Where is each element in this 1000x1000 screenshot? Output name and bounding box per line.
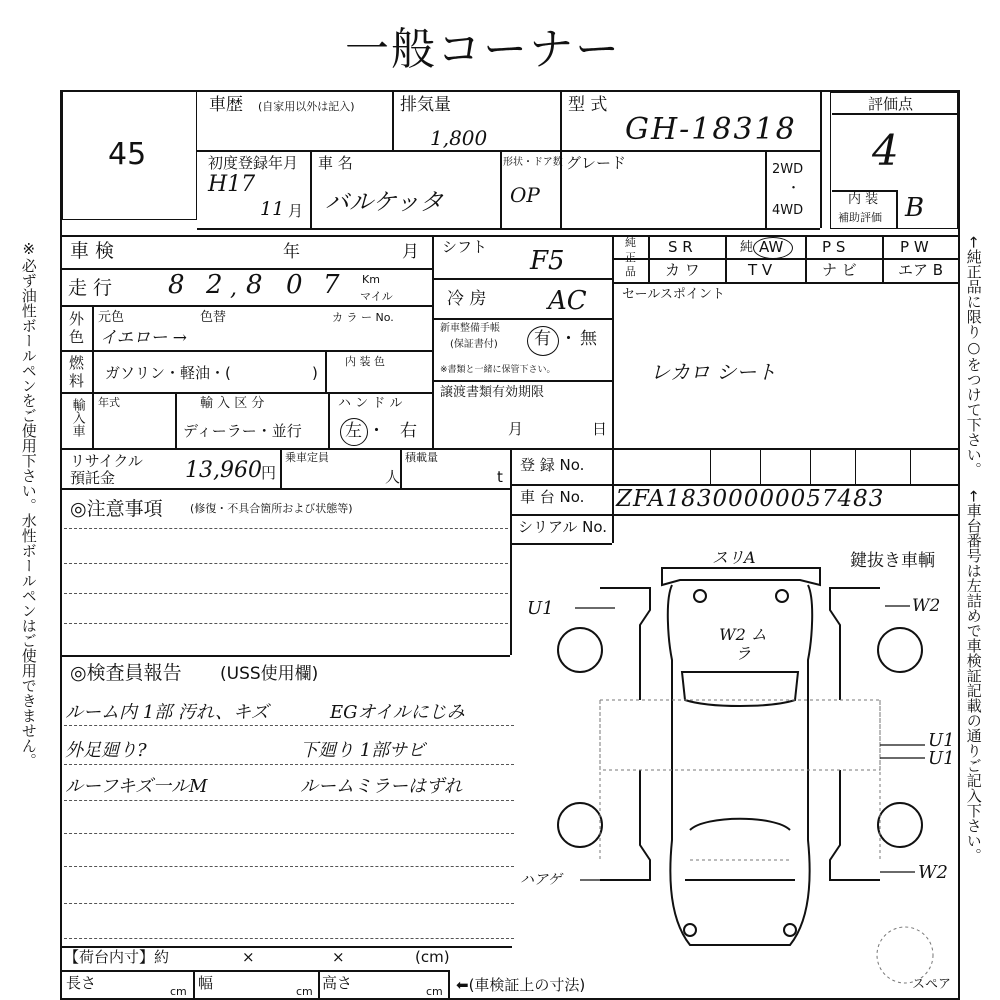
maintenance-sep: ・ xyxy=(560,329,577,349)
fuel-label-2: 料 xyxy=(69,372,85,390)
drive-dot: ・ xyxy=(787,181,801,196)
handle-right: 右 xyxy=(400,421,417,441)
inspector-title: ◎検査員報告 xyxy=(70,662,182,684)
car-name-label: 車 名 xyxy=(318,154,353,172)
ac-label: 冷 房 xyxy=(447,289,487,309)
mileage-digit: 0 xyxy=(286,270,303,300)
grade-label: グレード xyxy=(566,154,627,172)
maintenance-label: 新車整備手帳 xyxy=(440,323,500,334)
load-unit: t xyxy=(497,468,503,486)
grade-eval-value: 4 xyxy=(872,126,899,175)
inspector-note: 外足廻り? xyxy=(65,740,147,761)
cargo-note: ⬅(車検証上の寸法) xyxy=(456,976,586,994)
option-airbag: エア B xyxy=(898,261,944,279)
maintenance-yes: 有 xyxy=(534,329,551,349)
handle-left: 左 xyxy=(345,421,362,441)
mile-label: マイル xyxy=(360,290,393,303)
model-label: 型 式 xyxy=(568,95,608,115)
shaken-label: 車 検 xyxy=(70,240,115,262)
page-title: 一般コーナー xyxy=(345,24,621,75)
shift-value: F5 xyxy=(530,246,565,276)
interior-eval-value: B xyxy=(905,193,925,223)
exterior-label-1: 外 xyxy=(69,310,85,328)
caution-title: ◎注意事項 xyxy=(70,498,163,520)
mileage-digit: 7 xyxy=(323,270,340,300)
first-registration-label: 初度登録年月 xyxy=(208,154,299,172)
shape-doors-label: 形状・ドア数 xyxy=(503,157,563,168)
option-navi: ナ ビ xyxy=(822,261,857,279)
damage-mark: W2 xyxy=(912,596,941,616)
interior-color-label: 内 装 色 xyxy=(345,355,385,368)
cargo-width-label: 幅 xyxy=(198,974,214,992)
shaken-month-unit: 月 xyxy=(402,242,419,262)
key-vehicle-label: 鍵抜き車輌 xyxy=(850,551,935,571)
displacement-value: 1,800 xyxy=(430,126,488,150)
genuine-label-2: 正 xyxy=(625,251,636,264)
grade-eval-label: 評価点 xyxy=(868,95,914,113)
mileage-digit: 8 xyxy=(168,270,185,300)
cargo-x1: × xyxy=(242,948,255,966)
cargo-width-cm: cm xyxy=(296,985,313,998)
cargo-length-cm: cm xyxy=(170,985,187,998)
option-sr: S R xyxy=(668,238,693,256)
interior-eval-sublabel: 補助評価 xyxy=(838,211,882,224)
option-aw: AW xyxy=(759,238,784,256)
fuel-options: ガソリン・軽油・( xyxy=(105,364,231,382)
doc-day: 日 xyxy=(592,420,608,438)
damage-mark: U1 xyxy=(928,748,955,769)
fuel-paren-close: ) xyxy=(312,364,318,382)
genuine-label: 純 xyxy=(625,236,636,249)
mileage-label: 走 行 xyxy=(68,277,113,299)
cargo-height-cm: cm xyxy=(426,985,443,998)
inspector-note: ルーム内 1部 汚れ、キズ xyxy=(65,702,269,723)
displacement-label: 排気量 xyxy=(400,95,451,115)
damage-mark: W2 xyxy=(918,862,948,883)
km-label: Km xyxy=(362,273,380,286)
drive-4wd: 4WD xyxy=(772,203,804,218)
interior-eval-label: 内 装 xyxy=(848,192,879,207)
handle-sep: ・ xyxy=(368,421,385,441)
mileage-digit: 2 xyxy=(206,270,223,300)
doc-deadline-label: 譲渡書類有効期限 xyxy=(440,385,545,400)
exterior-label-2: 色 xyxy=(69,328,85,346)
mileage-comma: , xyxy=(230,276,237,301)
mileage-digits xyxy=(158,272,358,302)
inspector-subtitle: (USS使用欄) xyxy=(220,664,319,684)
inspector-note: ルーフキズ一ルM xyxy=(65,776,208,797)
first-registration-year: H17 xyxy=(208,172,256,197)
spare-label: スペア xyxy=(912,977,952,992)
inspector-note: EGオイルにじみ xyxy=(330,702,465,723)
option-aw-prefix: 純 xyxy=(740,240,754,255)
chassis-no-value: ZFA18300000057483 xyxy=(616,486,885,512)
import-type-value: ディーラー・並行 xyxy=(183,422,302,440)
import-label: 輸入車 xyxy=(69,398,85,437)
load-label: 積載量 xyxy=(405,451,438,464)
inspector-note: ルームミラーはずれ xyxy=(300,776,462,797)
cargo-length-label: 長さ xyxy=(66,974,97,992)
shaken-year-unit: 年 xyxy=(283,242,300,262)
cargo-label: 【荷台内寸】約 xyxy=(64,948,170,966)
damage-mark: スリA xyxy=(712,548,756,567)
recycle-sublabel: 預託金 xyxy=(70,469,116,487)
doc-month: 月 xyxy=(508,420,524,438)
registration-no-label: 登 録 No. xyxy=(520,456,585,474)
recycle-label: リサイクル xyxy=(70,452,143,470)
maintenance-sublabel: (保証書付) xyxy=(450,339,498,350)
original-color-value: イエロー → xyxy=(100,328,187,348)
lot-number: 45 xyxy=(108,137,147,172)
model-year-label: 年式 xyxy=(98,396,120,409)
color-no-label: カ ラ ー No. xyxy=(332,311,394,324)
first-registration-month: 11 xyxy=(260,198,285,220)
shift-label: シフト xyxy=(442,238,488,256)
option-ps: P S xyxy=(822,238,846,256)
sales-point-label: セールスポイント xyxy=(622,287,725,302)
damage-mark: W2 ムラ xyxy=(719,625,767,664)
genuine-label-3: 品 xyxy=(625,265,636,278)
import-type-label: 輸 入 区 分 xyxy=(200,396,265,411)
maintenance-note: ※書類と一緒に保管下さい。 xyxy=(440,365,556,375)
chassis-no-label: 車 台 No. xyxy=(520,488,585,506)
car-name-value: バルケッタ xyxy=(325,188,444,216)
history-note: (自家用以外は記入) xyxy=(258,100,355,113)
cargo-height-label: 高さ xyxy=(322,974,353,992)
shape-doors-value: OP xyxy=(510,183,540,207)
capacity-label: 乗車定員 xyxy=(285,451,329,464)
fuel-label-1: 燃 xyxy=(69,354,85,372)
option-tv: T V xyxy=(748,261,773,279)
mileage-digit: 8 xyxy=(246,270,263,300)
recycle-value: 13,960 xyxy=(185,458,262,483)
cargo-x2: × xyxy=(332,948,345,966)
damage-mark: ハアゲ xyxy=(520,872,562,888)
drive-2wd: 2WD xyxy=(772,162,804,177)
caution-subtitle: (修復・不具合箇所および状態等) xyxy=(190,502,353,515)
serial-no-label: シリアル No. xyxy=(518,518,608,536)
sales-point-value: レカロ シート xyxy=(650,360,777,384)
repaint-label: 色替 xyxy=(200,310,227,325)
option-leather: カ ワ xyxy=(665,261,700,279)
handle-label: ハ ン ド ル xyxy=(338,396,403,411)
right-chassis-note: ←車台番号は左詰めで車検証記載の通りご記入下さい。 xyxy=(964,490,983,863)
damage-mark: U1 xyxy=(527,598,554,619)
damage-mark: U1 xyxy=(928,730,955,751)
month-unit: 月 xyxy=(288,202,304,220)
model-value: GH-18318 xyxy=(625,112,797,147)
cargo-unit: (cm) xyxy=(415,948,450,966)
history-label: 車歴 xyxy=(209,95,243,115)
capacity-unit: 人 xyxy=(385,468,401,486)
maintenance-no: 無 xyxy=(580,329,597,349)
original-color-label: 元色 xyxy=(98,310,125,325)
inspector-note: 下廻り 1部サビ xyxy=(300,740,426,761)
left-instruction-note: ※必ず油性ボールペンをご使用下さい。水性ボールペンはご使用できません。 xyxy=(19,240,38,768)
right-genuine-note: ←純正品に限り○をつけて下さい。 xyxy=(964,236,983,477)
recycle-unit: 円 xyxy=(261,464,277,482)
option-pw: P W xyxy=(900,238,929,256)
ac-value: AC xyxy=(548,286,587,316)
